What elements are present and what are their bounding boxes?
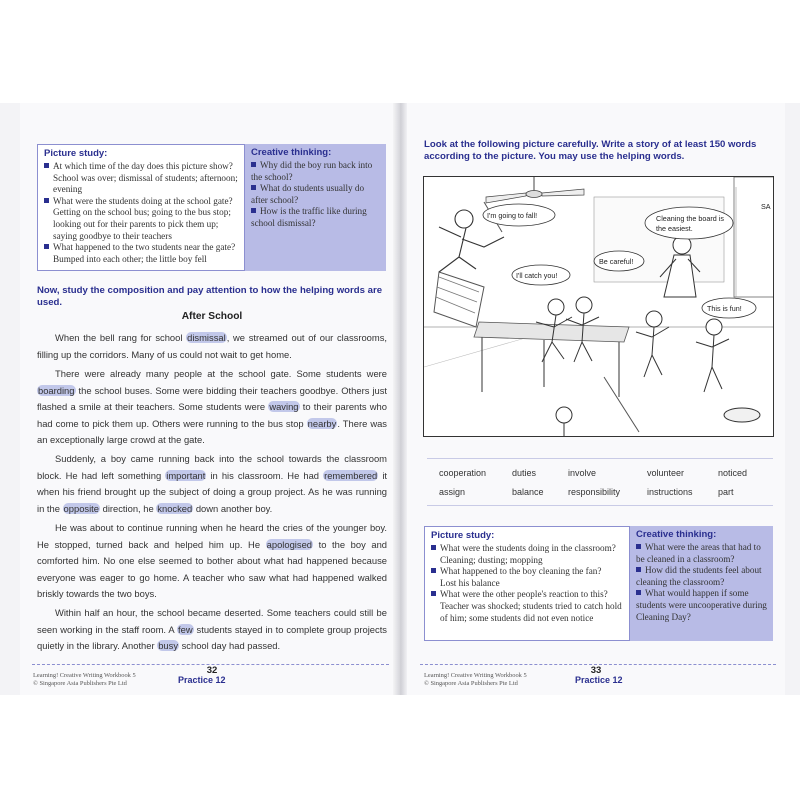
right-footer-text (424, 672, 527, 687)
square-bullet-icon (431, 545, 436, 550)
highlighted-helping-word: important (166, 469, 206, 481)
story-paragraph (37, 605, 387, 655)
thinking-question (251, 206, 380, 229)
falling-chair (434, 272, 484, 327)
door-sign-text: SA (761, 202, 771, 211)
helping-words-box (427, 458, 773, 506)
highlighted-helping-word: opposite (63, 502, 99, 514)
square-bullet-icon (44, 163, 49, 168)
study-answer: Cleaning; dusting; mopping (440, 554, 543, 565)
question-text: How did the students feel about cleaning the classroom? (636, 565, 762, 587)
highlighted-helping-word: knocked (157, 502, 193, 514)
speech-bubble (483, 204, 555, 226)
question-text: What were the other people's reaction to this? (440, 589, 608, 600)
story-text: Suddenly, a boy came running back into the school towards the classroom block. He had left something (37, 453, 387, 481)
story-text: students stayed in to complete group projects quietly in the library. Another (37, 623, 387, 652)
picture-study-heading: Picture study: (431, 530, 495, 541)
story-text: , we streamed out of our classrooms, filling up the corridors. Many of us could not wait to get home. (37, 332, 387, 360)
bubble-text: This is fun! (707, 304, 742, 313)
question-text: What happened to the boy cleaning the fan? (440, 566, 602, 577)
highlighted-helping-word: remembered (324, 469, 378, 481)
bubble-text: Be careful! (599, 257, 634, 266)
story-paragraph (37, 366, 387, 449)
mopping-student (556, 377, 760, 437)
helping-word: duties (512, 468, 537, 478)
study-question (431, 566, 623, 578)
speech-bubble (645, 207, 733, 239)
highlighted-helping-word: apologised (266, 538, 312, 550)
question-text: What happened to the two students near the gate? (53, 242, 236, 253)
left-footer-text (33, 672, 136, 687)
study-answer: Lost his balance (440, 577, 500, 588)
thinking-question (636, 542, 767, 565)
question-text: What would happen if some students were uncooperative during Cleaning Day? (636, 588, 767, 622)
footer-line: Learning! Creative Writing Workbook 5 (424, 672, 527, 679)
highlighted-helping-word: few (178, 623, 193, 635)
study-answer: Teacher was shocked; students tried to catch hold of him; some students did not even notice (440, 600, 622, 623)
right-page-number: 33 (590, 665, 602, 676)
square-bullet-icon (44, 198, 49, 203)
thinking-question (251, 183, 380, 206)
story-text: When the bell rang for school (55, 332, 187, 343)
study-answer: School was over; dismissal of students; afternoon; evening (53, 172, 238, 195)
highlighted-helping-word: busy (158, 640, 179, 652)
running-students (536, 297, 729, 392)
book-spine (393, 103, 407, 695)
question-text: What were the students doing in the classroom? (440, 543, 616, 553)
bubble-text: I'm going to fall! (487, 211, 538, 220)
ceiling-fan-icon (486, 177, 584, 203)
creative-thinking-heading: Creative thinking: (636, 529, 717, 540)
story-paragraph (37, 330, 387, 363)
story-text: to their parents who had come to pick them up. Others were running to the bus stop (37, 401, 387, 429)
right-instruction: Look at the following picture carefully. Write a story of at least 150 words according to the picture. You may use the helping words. (424, 139, 757, 162)
square-bullet-icon (636, 544, 641, 549)
square-bullet-icon (636, 590, 641, 595)
story-paragraph (37, 451, 387, 517)
left-picture-study (37, 144, 245, 271)
question-text: At which time of the day does this picture show? (53, 161, 233, 171)
thinking-question (251, 160, 380, 183)
helping-word: cooperation (439, 468, 487, 478)
story-paragraph (37, 520, 387, 603)
right-picture-study (424, 526, 630, 641)
question-text: What do students usually do after school? (251, 183, 365, 205)
helping-word: noticed (718, 468, 748, 478)
helping-word: instructions (647, 487, 693, 497)
left-page-number: 32 (206, 665, 218, 676)
story-text: He was about to continue running when he heard the cries of the younger boy. He stopped, turned back and helped him up. He (37, 522, 387, 550)
story-text: it when his friend brought up the subject of doing a group project. As he was running in the (37, 469, 388, 514)
story-text: in his classroom. He had (206, 469, 324, 481)
right-practice-label: Practice 12 (575, 675, 623, 685)
square-bullet-icon (251, 162, 256, 167)
highlighted-helping-word: nearby (307, 417, 337, 429)
helping-word: responsibility (568, 487, 621, 497)
speech-bubble (512, 265, 570, 285)
helping-word: assign (439, 487, 466, 497)
left-instruction: Now, study the composition and pay attention to how the helping words are used. (37, 285, 383, 308)
story-text: Within half an hour, the school became deserted. Some teachers could still be seen working in the staff room. A (37, 607, 387, 635)
story-text: direction, he (100, 502, 157, 514)
story-title: After School (181, 311, 243, 322)
question-text: Why did the boy run back into the school? (251, 160, 373, 182)
creative-thinking-heading: Creative thinking: (251, 147, 332, 158)
highlighted-helping-word: dismissal (187, 332, 226, 343)
study-answer: Bumped into each other; the little boy fell (53, 253, 207, 264)
left-practice-label: Practice 12 (178, 675, 226, 685)
question-text: How is the traffic like during school dismissal? (251, 206, 367, 228)
story-text: the school buses. Some were bidding their teachers goodbye. Others just flashed a smile at their teachers. Some students were (37, 384, 387, 413)
square-bullet-icon (636, 567, 641, 572)
thinking-question (636, 565, 767, 588)
study-question (431, 543, 623, 555)
highlighted-helping-word: boarding (38, 384, 75, 396)
speech-bubble (594, 251, 644, 271)
study-question (44, 196, 238, 208)
bubble-text: I'll catch you! (516, 271, 558, 280)
square-bullet-icon (251, 208, 256, 213)
square-bullet-icon (431, 568, 436, 573)
helping-word: volunteer (647, 468, 685, 478)
study-answer: Getting on the school bus; going to the bus stop; looking out for their parents to pick them up; saying goodbye to their teachers (53, 207, 231, 241)
study-question (44, 161, 238, 173)
story-text: down another boy. (193, 502, 273, 514)
left-creative-thinking (245, 144, 386, 271)
left-study-box (37, 144, 386, 271)
classroom-illustration (423, 176, 774, 437)
footer-line: Learning! Creative Writing Workbook 5 (33, 672, 136, 679)
classroom-drawing (424, 177, 774, 437)
question-text: What were the students doing at the school gate? (53, 195, 233, 206)
story-text: school day had passed. (179, 640, 281, 652)
footer-line: © Singapore Asia Publishers Pte Ltd (424, 679, 518, 687)
story-text: to the boy and comforted him. No one else seemed to bother about what had happened because everyone was eager to go home. A teacher who saw what had happened walked briskly towards the two boys. (37, 538, 387, 600)
question-text: What were the areas that had to be cleaned in a classroom? (636, 542, 761, 564)
study-question (44, 242, 238, 254)
helping-word: involve (568, 468, 597, 478)
footer-line: © Singapore Asia Publishers Pte Ltd (33, 679, 127, 687)
study-question (431, 589, 623, 601)
right-creative-thinking (630, 526, 773, 641)
bubble-text: the easiest. (656, 224, 693, 233)
bubble-text: Cleaning the board is (656, 214, 724, 223)
square-bullet-icon (431, 591, 436, 596)
helping-word: balance (512, 487, 544, 497)
right-study-box (424, 526, 773, 641)
square-bullet-icon (44, 244, 49, 249)
highlighted-helping-word: waving (269, 401, 299, 413)
picture-study-heading: Picture study: (44, 148, 108, 159)
story-text: . There was an exceptionally large crowd at the gate. (37, 417, 387, 446)
square-bullet-icon (251, 185, 256, 190)
story-text: There were already many people at the school gate. Some students were (55, 368, 387, 379)
thinking-question (636, 588, 767, 623)
helping-word: part (718, 487, 734, 497)
speech-bubble (702, 298, 756, 318)
